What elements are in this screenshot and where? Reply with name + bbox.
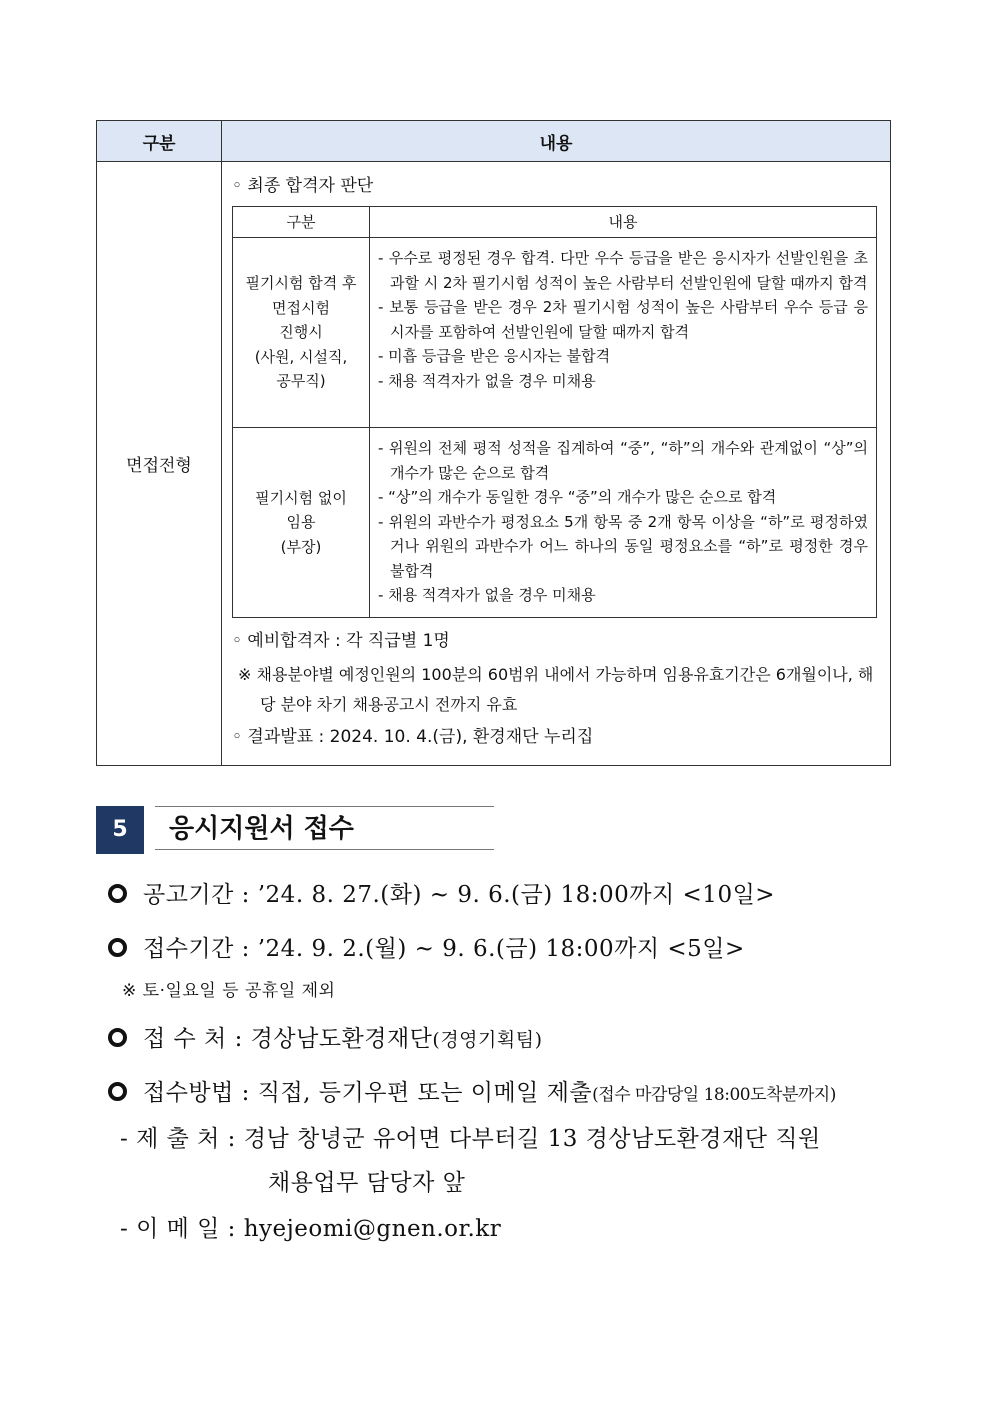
interview-content: [222, 162, 891, 766]
criteria-item: - 미흡 등급을 받은 응시자는 불합격: [378, 347, 611, 365]
circle-bullet-icon: [108, 1028, 127, 1047]
section-number: 5: [96, 806, 144, 854]
receipt-method: 접수방법 : 직접, 등기우편 또는 이메일 제출: [143, 1080, 593, 1106]
reserve-pass: ◦ 예비합격자 : 각 직급별 1명: [232, 631, 450, 651]
category-line: (부장): [280, 537, 322, 556]
holiday-note: ※ 토·일요일 등 공휴일 제외: [122, 981, 336, 1001]
category-line: 공무직): [276, 372, 326, 391]
final-pass-title: ◦ 최종 합격자 판단: [232, 176, 374, 196]
notice-period-line: [108, 876, 775, 909]
email-line: - 이 메 일 : hyejeomi@gnen.or.kr: [120, 1216, 502, 1242]
circle-bullet-icon: [108, 938, 127, 957]
submit-to-line2: 채용업무 담당자 앞: [268, 1170, 466, 1196]
receipt-place: 접 수 처 : 경상남도환경재단: [143, 1026, 433, 1052]
section-title: 응시지원서 접수: [155, 806, 494, 850]
inner-row-category: [233, 238, 370, 428]
final-pass-table: [232, 206, 877, 618]
criteria-item: - 위원의 과반수가 평정요소 5개 항목 중 2개 항목 이상을 “하”로 평정하였거나 위원의 과반수가 어느 하나의 동일 평정요소를 “하”로 평정한 경우 불합격: [378, 512, 868, 580]
notice-period: 공고기간 : ’24. 8. 27.(화) ~ 9. 6.(금) 18:00까지 <10일>: [143, 882, 776, 908]
criteria-item: - 우수로 평정된 경우 합격. 다만 우수 등급을 받은 응시자가 선발인원을 초과할 시 2차 필기시험 성적이 높은 사람부터 선발인원에 달할 때까지 합격: [378, 249, 868, 292]
receipt-method-note: (접수 마감당일 18:00도착분까지): [592, 1085, 836, 1105]
category-line: (사원, 시설직,: [254, 347, 348, 366]
criteria-item: - 채용 적격자가 없을 경우 미채용: [378, 371, 596, 390]
inner-row-items: [370, 428, 877, 618]
submit-to-line1: - 제 출 처 : 경남 창녕군 유어면 다부터길 13 경상남도환경재단 직원: [120, 1126, 821, 1152]
receipt-department: (경영기획팀): [432, 1029, 543, 1051]
receipt-period-line: [108, 930, 745, 963]
category-line: 임용: [286, 513, 316, 532]
receipt-method-line: [108, 1074, 836, 1107]
circle-bullet-icon: [108, 884, 127, 903]
section-heading: [96, 806, 496, 854]
selection-criteria-table: [96, 120, 891, 766]
circle-bullet-icon: [108, 1082, 127, 1101]
category-line: 면접시험: [272, 298, 330, 317]
criteria-item: - 채용 적격자가 없을 경우 미채용: [378, 586, 596, 604]
result-announcement: ◦ 결과발표 : 2024. 10. 4.(금), 환경재단 누리집: [232, 727, 594, 747]
criteria-item: - 위원의 전체 평적 성적을 집계하여 “중”, “하”의 개수와 관계없이 “상”의 개수가 많은 순으로 합격: [378, 439, 868, 482]
category-line: 진행시: [279, 323, 323, 342]
inner-row-items: [370, 238, 877, 428]
receipt-period: 접수기간 : ’24. 9. 2.(월) ~ 9. 6.(금) 18:00까지 <5일>: [143, 936, 745, 962]
receipt-place-line: [108, 1020, 543, 1053]
category-line: 필기시험 합격 후: [245, 274, 357, 293]
inner-row-category: [233, 428, 370, 618]
header-content: 내용: [222, 121, 891, 162]
header-category: 구분: [97, 121, 222, 162]
category-line: 필기시험 없이: [255, 488, 347, 507]
inner-header-content: 내용: [370, 207, 877, 238]
criteria-item: - “상”의 개수가 동일한 경우 “중”의 개수가 많은 순으로 합격: [378, 488, 777, 506]
criteria-item: - 보통 등급을 받은 경우 2차 필기시험 성적이 높은 사람부터 우수 등급 응시자를 포함하여 선발인원에 달할 때까지 합격: [378, 298, 868, 341]
reserve-note: ※ 채용분야별 예정인원의 100분의 60범위 내에서 가능하며 임용유효기간은 6개월이나, 해당 분야 차기 채용공고시 전까지 유효: [238, 665, 874, 714]
inner-header-category: 구분: [233, 207, 370, 238]
row-label-interview: 면접전형: [97, 162, 222, 766]
